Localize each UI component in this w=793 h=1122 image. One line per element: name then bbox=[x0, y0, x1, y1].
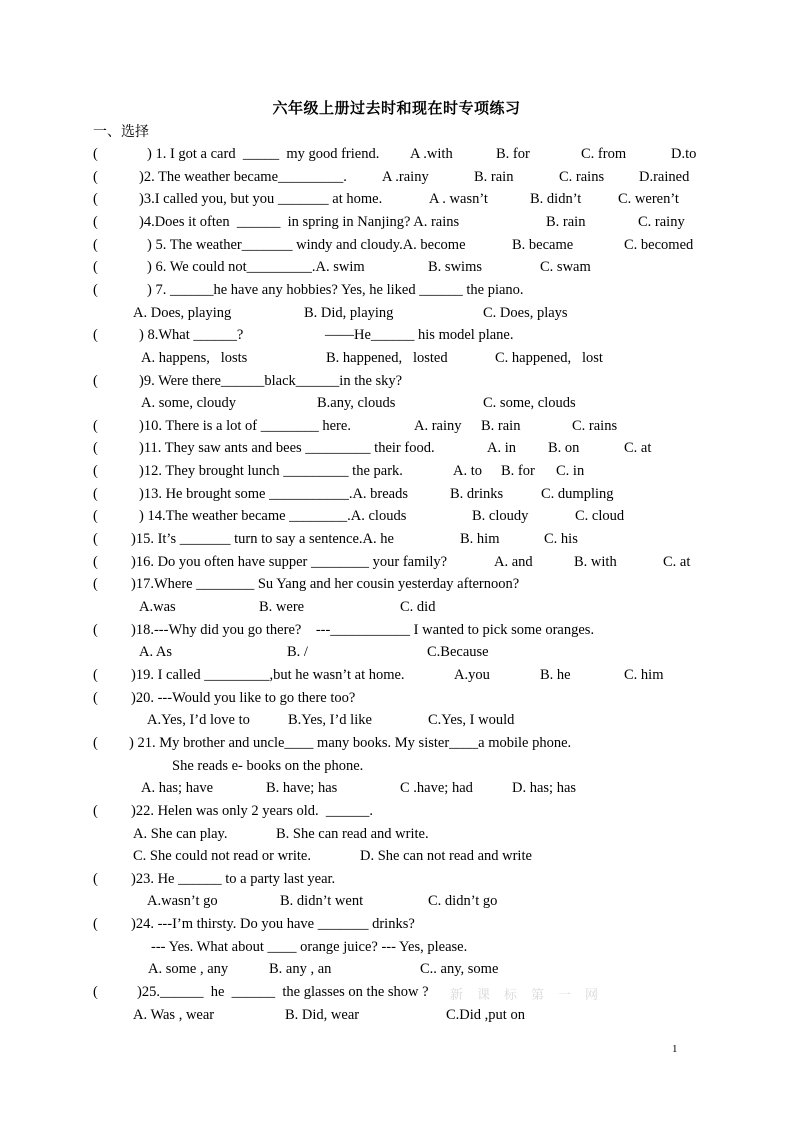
question-line bbox=[0, 733, 793, 753]
watermark: 新课标第一网 bbox=[450, 988, 613, 1003]
line-text: )10. There is a lot of ________ here. bbox=[139, 417, 351, 434]
option-text: C. swam bbox=[540, 259, 591, 276]
line-text: )16. Do you often have supper ________ your family? bbox=[131, 553, 448, 570]
option-text: B. for bbox=[501, 463, 535, 480]
option-text: B. became bbox=[512, 236, 574, 253]
option-text: A. to bbox=[453, 463, 482, 480]
line-text: A. some , any bbox=[148, 961, 229, 978]
question-line bbox=[0, 574, 793, 594]
line-text: She reads e- books on the phone. bbox=[172, 757, 364, 774]
option-text: C.. any, some bbox=[420, 961, 499, 978]
question-line bbox=[0, 982, 793, 1002]
option-text: C. did bbox=[400, 599, 436, 615]
line-text: )3.I called you, but you _______ at home. bbox=[139, 191, 383, 208]
option-line bbox=[0, 393, 793, 413]
line-text: A. Was , wear bbox=[133, 1006, 215, 1023]
option-text: C. weren’t bbox=[618, 191, 679, 208]
option-text: D. She can not read and write bbox=[360, 848, 532, 865]
option-line bbox=[0, 348, 793, 368]
question-line bbox=[0, 189, 793, 209]
option-text: C. becomed bbox=[624, 236, 694, 253]
line-text: A. She can play. bbox=[133, 825, 228, 842]
line-text: )9. Were there______black______in the sky? bbox=[139, 372, 403, 389]
answer-paren: ( bbox=[93, 191, 98, 208]
answer-paren: ( bbox=[93, 327, 98, 344]
line-text: A. happens, losts bbox=[141, 349, 248, 366]
option-line bbox=[0, 824, 793, 844]
option-text: B.any, clouds bbox=[317, 395, 396, 412]
option-text: B. didn’t bbox=[530, 191, 582, 208]
section-heading: 一、选择 bbox=[93, 124, 149, 140]
option-text: B. / bbox=[287, 644, 308, 661]
option-text: B. he bbox=[540, 666, 571, 683]
option-text: C. rainy bbox=[638, 213, 685, 230]
option-text: A. and bbox=[494, 553, 533, 570]
question-line bbox=[0, 914, 793, 934]
option-text: B. on bbox=[548, 440, 580, 457]
option-text: C. in bbox=[556, 463, 585, 480]
question-line bbox=[0, 438, 793, 458]
option-text: C .have; had bbox=[400, 780, 473, 797]
option-line bbox=[0, 891, 793, 911]
answer-paren: ( bbox=[93, 531, 98, 548]
question-line bbox=[0, 529, 793, 549]
line-text: )22. Helen was only 2 years old. ______. bbox=[131, 802, 374, 819]
answer-paren: ( bbox=[93, 916, 98, 933]
option-text: C. from bbox=[581, 146, 627, 162]
answer-paren: ( bbox=[93, 213, 98, 230]
option-text: C. rains bbox=[572, 417, 618, 434]
option-text: A .rainy bbox=[382, 168, 429, 185]
question-line bbox=[0, 371, 793, 391]
answer-paren: ( bbox=[93, 146, 98, 162]
line-text: )20. ---Would you like to go there too? bbox=[131, 689, 356, 706]
option-text: C. at bbox=[663, 553, 691, 570]
line-text: ) 5. The weather_______ windy and cloudy.A. become bbox=[147, 236, 466, 253]
page-number: 1 bbox=[672, 1043, 678, 1055]
line-text: --- Yes. What about ____ orange juice? --- Yes, please. bbox=[151, 938, 468, 955]
option-text: C. dumpling bbox=[541, 485, 614, 502]
answer-paren: ( bbox=[93, 463, 98, 480]
option-line bbox=[0, 937, 793, 957]
option-text: B. any , an bbox=[269, 961, 332, 978]
line-text: )17.Where ________ Su Yang and her cousin yesterday afternoon? bbox=[131, 576, 520, 593]
line-text: ) 6. We could not_________.A. swim bbox=[147, 259, 365, 276]
option-text: C.Yes, I would bbox=[428, 712, 515, 729]
option-text: C. some, clouds bbox=[483, 395, 576, 412]
line-text: )18.---Why did you go there? ---___________ I wanted to pick some oranges. bbox=[131, 621, 595, 638]
option-text: B. rain bbox=[481, 417, 521, 434]
question-line bbox=[0, 688, 793, 708]
line-text: )13. He brought some ___________.A. breads bbox=[139, 485, 409, 502]
line-text: ) 14.The weather became ________.A. clouds bbox=[139, 508, 407, 525]
option-text: C. rains bbox=[559, 168, 605, 185]
option-text: ——He______ his model plane. bbox=[325, 327, 514, 344]
option-text: C. cloud bbox=[575, 508, 625, 525]
line-text: A. some, cloudy bbox=[141, 395, 237, 412]
question-line bbox=[0, 212, 793, 232]
line-text: A. has; have bbox=[141, 780, 214, 797]
question-line bbox=[0, 280, 793, 300]
answer-paren: ( bbox=[93, 621, 98, 638]
option-text: C. at bbox=[624, 440, 652, 457]
answer-paren: ( bbox=[93, 417, 98, 434]
question-line bbox=[0, 461, 793, 481]
answer-paren: ( bbox=[93, 576, 98, 593]
option-text: B. happened, losted bbox=[326, 349, 448, 366]
question-line bbox=[0, 801, 793, 821]
answer-paren: ( bbox=[93, 168, 98, 185]
option-text: C. Does, plays bbox=[483, 304, 568, 321]
option-text: C. him bbox=[624, 666, 664, 683]
answer-paren: ( bbox=[93, 689, 98, 706]
answer-paren: ( bbox=[93, 666, 98, 683]
option-text: B. him bbox=[460, 531, 500, 548]
option-text: A. rainy bbox=[414, 417, 462, 434]
option-text: B. rain bbox=[546, 213, 586, 230]
line-text: A.wasn’t go bbox=[147, 893, 218, 910]
option-line bbox=[0, 710, 793, 730]
question-line bbox=[0, 235, 793, 255]
option-line bbox=[0, 778, 793, 798]
question-line bbox=[0, 416, 793, 436]
answer-paren: ( bbox=[93, 440, 98, 457]
option-line bbox=[0, 756, 793, 776]
line-text: )2. The weather became_________. bbox=[139, 168, 347, 185]
option-text: D.to bbox=[671, 146, 697, 162]
line-text: A.was bbox=[139, 599, 176, 615]
answer-paren: ( bbox=[93, 508, 98, 525]
answer-paren: ( bbox=[93, 870, 98, 887]
option-text: A . wasn’t bbox=[429, 191, 488, 208]
option-text: C. his bbox=[544, 531, 578, 548]
option-text: A. in bbox=[487, 440, 516, 457]
line-text: ) 21. My brother and uncle____ many books. My sister____a mobile phone. bbox=[129, 734, 572, 751]
question-line bbox=[0, 665, 793, 685]
option-line bbox=[0, 846, 793, 866]
option-text: C. happened, lost bbox=[495, 349, 603, 366]
line-text: )25.______ he ______ the glasses on the show ? bbox=[137, 984, 429, 1001]
option-text: C.Because bbox=[427, 644, 489, 661]
question-line bbox=[0, 552, 793, 572]
line-text: ) 8.What ______? bbox=[139, 327, 244, 344]
option-text: C.Did ,put on bbox=[446, 1006, 525, 1023]
option-text: B. didn’t went bbox=[280, 893, 364, 910]
line-text: A. As bbox=[139, 644, 173, 661]
option-text: A.you bbox=[454, 666, 490, 683]
answer-paren: ( bbox=[93, 372, 98, 389]
line-text: )12. They brought lunch _________ the park. bbox=[139, 463, 403, 480]
answer-paren: ( bbox=[93, 259, 98, 276]
option-text: B. drinks bbox=[450, 485, 504, 502]
option-text: C. didn’t go bbox=[428, 893, 498, 910]
option-line bbox=[0, 1005, 793, 1025]
line-text: )24. ---I’m thirsty. Do you have _______ drinks? bbox=[131, 916, 415, 933]
option-line bbox=[0, 959, 793, 979]
question-line bbox=[0, 257, 793, 277]
option-line bbox=[0, 303, 793, 323]
option-text: B. swims bbox=[428, 259, 482, 276]
line-text: )11. They saw ants and bees _________ their food. bbox=[139, 440, 435, 457]
question-line bbox=[0, 144, 793, 164]
question-line bbox=[0, 484, 793, 504]
line-text: )4.Does it often ______ in spring in Nanjing? A. rains bbox=[139, 213, 460, 230]
option-text: B. She can read and write. bbox=[276, 825, 429, 842]
line-text: ) 1. I got a card _____ my good friend. bbox=[147, 146, 380, 162]
answer-paren: ( bbox=[93, 553, 98, 570]
option-text: A .with bbox=[410, 146, 453, 162]
line-text: ) 7. ______he have any hobbies? Yes, he liked ______ the piano. bbox=[147, 281, 524, 298]
page-title: 六年级上册过去时和现在时专项练习 bbox=[272, 99, 521, 117]
option-text: B. Did, wear bbox=[285, 1006, 360, 1023]
question-line bbox=[0, 506, 793, 526]
option-line bbox=[0, 597, 793, 617]
option-line bbox=[0, 642, 793, 662]
option-text: B. for bbox=[496, 146, 530, 162]
answer-paren: ( bbox=[93, 802, 98, 819]
question-line bbox=[0, 325, 793, 345]
answer-paren: ( bbox=[93, 485, 98, 502]
option-text: B.Yes, I’d like bbox=[288, 712, 372, 729]
answer-paren: ( bbox=[93, 734, 98, 751]
option-text: D.rained bbox=[639, 168, 690, 185]
option-text: B. have; has bbox=[266, 780, 338, 797]
answer-paren: ( bbox=[93, 984, 98, 1001]
option-text: B. rain bbox=[474, 168, 514, 185]
line-text: C. She could not read or write. bbox=[133, 848, 311, 865]
line-text: A. Does, playing bbox=[133, 304, 232, 321]
question-line bbox=[0, 620, 793, 640]
answer-paren: ( bbox=[93, 281, 98, 298]
line-text: )15. It’s _______ turn to say a sentence.A. he bbox=[131, 531, 394, 548]
question-line bbox=[0, 869, 793, 889]
answer-paren: ( bbox=[93, 236, 98, 253]
option-text: B. Did, playing bbox=[304, 304, 394, 321]
option-text: B. cloudy bbox=[472, 508, 529, 525]
line-text: )23. He ______ to a party last year. bbox=[131, 870, 336, 887]
question-line bbox=[0, 167, 793, 187]
line-text: A.Yes, I’d love to bbox=[147, 712, 250, 729]
option-text: B. with bbox=[574, 553, 617, 570]
option-text: B. were bbox=[259, 599, 305, 615]
option-text: D. has; has bbox=[512, 780, 577, 797]
line-text: )19. I called _________,but he wasn’t at home. bbox=[131, 666, 405, 683]
